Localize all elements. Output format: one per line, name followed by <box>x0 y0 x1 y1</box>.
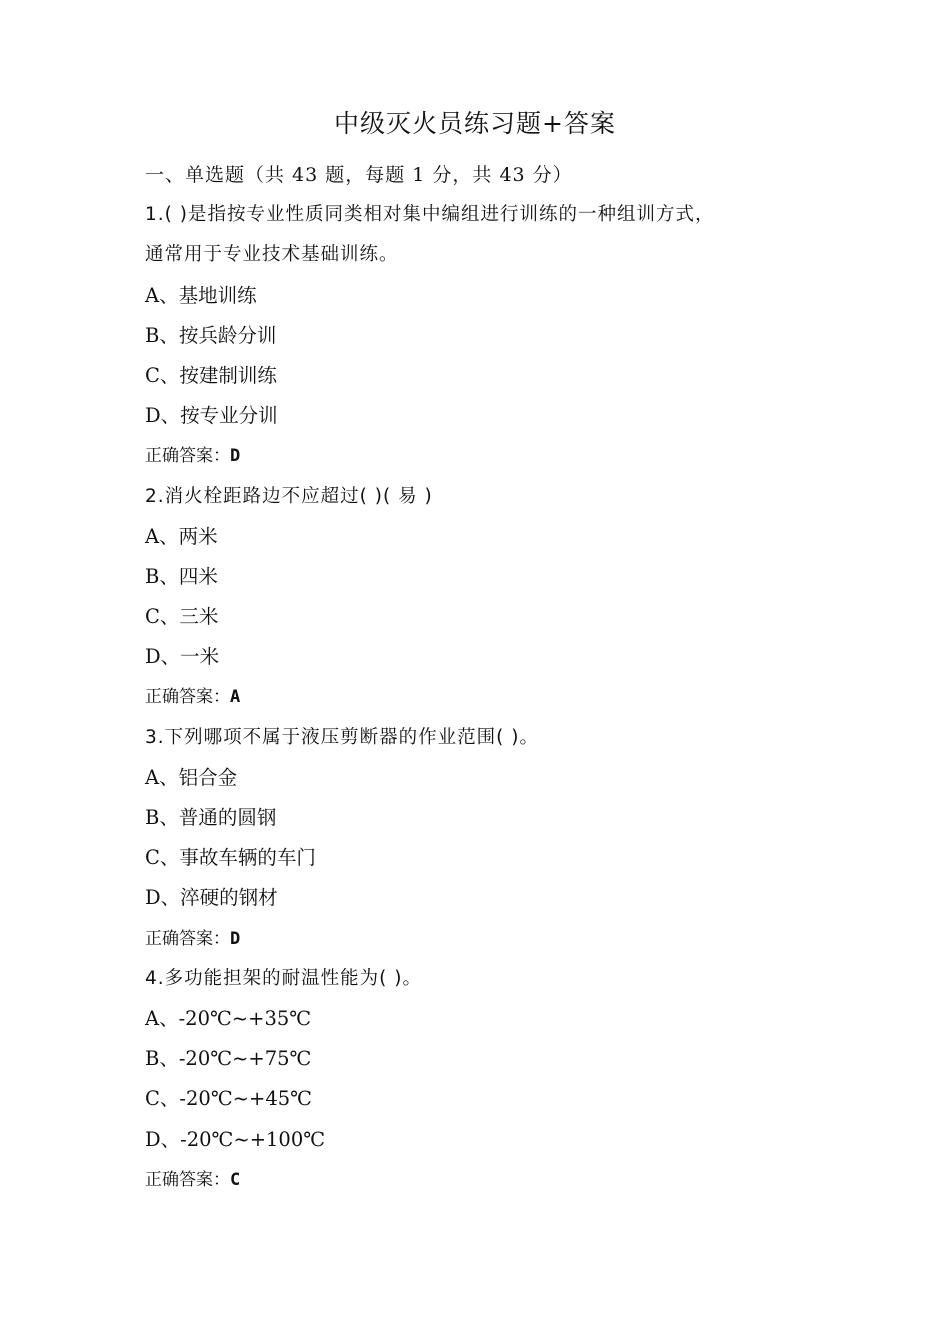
option-a: A、铝合金 <box>145 765 238 789</box>
answer-label: 正确答案： <box>145 687 230 708</box>
question-item <box>145 477 825 718</box>
section-heading: 一、单选题（共 43 题，每题 1 分，共 43 分） <box>145 164 573 186</box>
option-c: C、按建制训练 <box>145 363 277 387</box>
answer-value: C <box>230 1169 241 1190</box>
question-item <box>145 718 825 959</box>
option-c: C、事故车辆的车门 <box>145 846 316 870</box>
question-text: 3.下列哪项不属于液压剪断器的作业范围( )。 <box>145 726 539 748</box>
correct-answer <box>145 1160 825 1200</box>
question-text: 通常用于专业技术基础训练。 <box>145 244 399 266</box>
answer-value: A <box>230 687 241 708</box>
correct-answer <box>145 436 825 476</box>
option-a: A、两米 <box>145 524 218 548</box>
option-a: A、-20℃~+35℃ <box>145 1006 312 1030</box>
answer-label: 正确答案： <box>145 1169 230 1190</box>
correct-answer <box>145 919 825 959</box>
question-text: 4.多功能担架的耐温性能为( )。 <box>145 967 422 989</box>
option-d: D、-20℃~+100℃ <box>145 1127 326 1151</box>
question-item <box>145 959 825 1200</box>
option-b: B、四米 <box>145 564 218 588</box>
question-text: 2.消火栓距路边不应超过( )( 易 ) <box>145 485 433 507</box>
answer-value: D <box>230 446 241 467</box>
document-title: 中级灭火员练习题+答案 <box>334 109 616 138</box>
question-item <box>145 195 825 476</box>
question-list <box>145 155 825 1200</box>
question-text: 1.( )是指按专业性质同类相对集中编组进行训练的一种组训方式， <box>145 204 715 226</box>
option-b: B、按兵龄分训 <box>145 323 277 347</box>
correct-answer <box>145 677 825 717</box>
answer-label: 正确答案： <box>145 928 230 949</box>
answer-label: 正确答案： <box>145 446 230 467</box>
option-d: D、按专业分训 <box>145 404 278 428</box>
option-c: C、三米 <box>145 605 219 629</box>
option-b: B、-20℃~+75℃ <box>145 1047 312 1071</box>
option-b: B、普通的圆钢 <box>145 806 277 829</box>
option-a: A、基地训练 <box>145 283 257 307</box>
answer-value: D <box>230 928 241 949</box>
option-c: C、-20℃~+45℃ <box>145 1087 312 1111</box>
option-d: D、淬硬的钢材 <box>145 886 278 910</box>
option-d: D、一米 <box>145 645 220 669</box>
